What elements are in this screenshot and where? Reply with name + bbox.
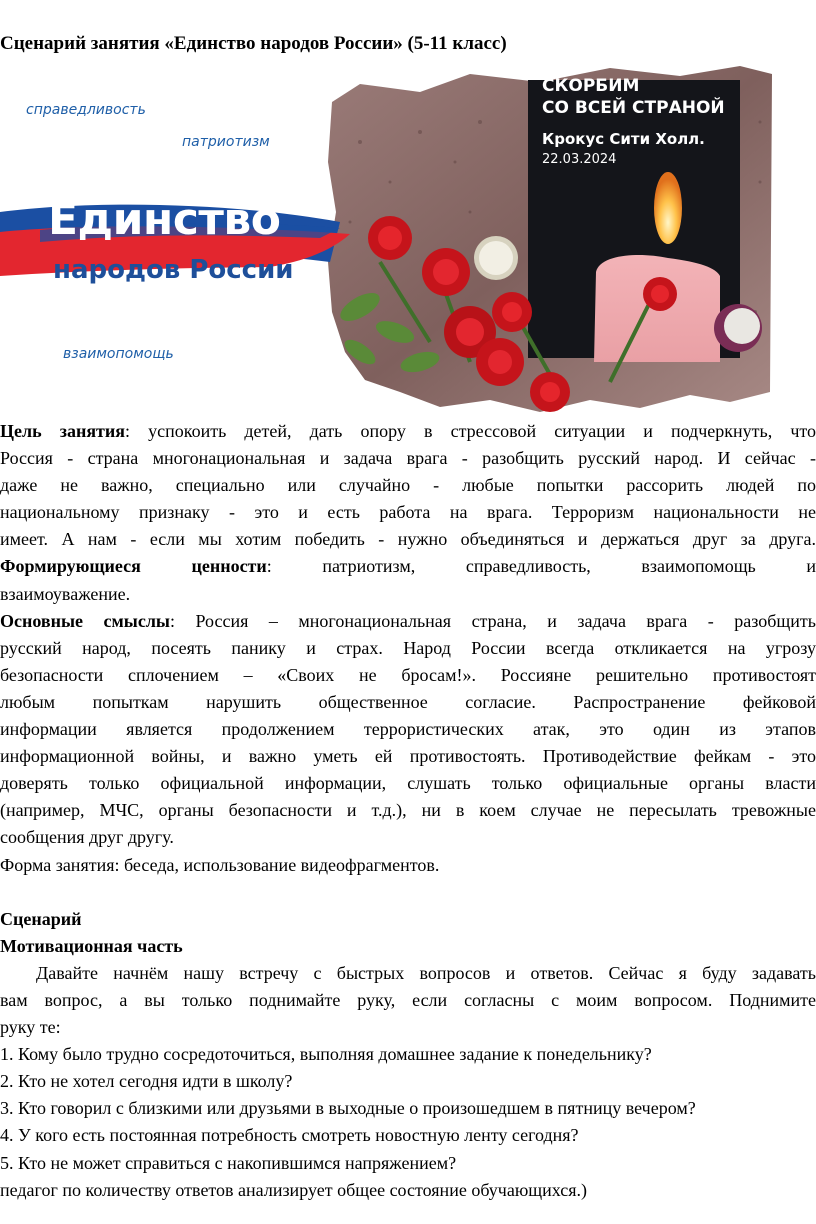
goal-line: имеет. А нам - если мы хотим победить - нужно объединяться и держаться друг за друга. [0, 529, 816, 550]
placard-line4: 22.03.2024 [542, 152, 617, 167]
values-paragraph-line [0, 553, 816, 580]
values-text: : патриотизм, справедливость, взаимопомощь и [266, 556, 816, 577]
lesson-form: Форма занятия: беседа, использование видеофрагментов. [0, 854, 440, 875]
goal-label: Цель занятия [0, 421, 126, 441]
question-item: 2. Кто не хотел сегодня идти в школу? [0, 1071, 293, 1092]
meanings-line: информационной войны, и важно уметь ей противостоять. Противодействие фейкам - это [0, 746, 816, 767]
intro-line: руку те: [0, 1017, 61, 1038]
placard-line3: Крокус Сити Холл. [542, 130, 705, 148]
keyword-patriotism: патриотизм [182, 134, 270, 150]
closing-note: педагог по количеству ответов анализирует общее состояние обучающихся.) [0, 1179, 588, 1200]
values-label: Формирующиеся ценности [0, 556, 267, 577]
values-line: взаимоуважение. [0, 583, 131, 604]
meanings-paragraph-line [0, 608, 816, 635]
question-item: 3. Кто говорил с близкими или друзьями в выходные о произошедшем в пятницу вечером? [0, 1098, 696, 1119]
intro-line: Давайте начнём нашу встречу с быстрых вопросов и ответов. Сейчас я буду задавать [36, 962, 816, 983]
question-item: 4. У кого есть постоянная потребность смотреть новостную ленту сегодня? [0, 1125, 579, 1146]
meanings-line: любым попыткам нарушить общественное согласие. Распространение фейковой [0, 691, 816, 712]
meanings-line: информации является продолжением террористических атак, это один из этапов [0, 719, 816, 740]
goal-line: национальному признаку - это и есть работа на врага. Терроризм национальности не [0, 502, 816, 523]
keyword-mutual-aid: взаимопомощь [63, 346, 174, 362]
meanings-line: русский народ, посеять панику и страх. Народ России всегда откликается на угрозу [0, 637, 816, 658]
document-body [0, 418, 816, 1204]
meanings-text: : Россия – многонациональная страна, и задача врага - разобщить [169, 610, 816, 631]
goal-paragraph-line [0, 418, 816, 445]
scenario-heading [0, 906, 816, 933]
question-item: 1. Кому было трудно сосредоточиться, выполняя домашнее задание к понедельнику? [0, 1044, 652, 1065]
meanings-line: (например, МЧС, органы безопасности и т.д.), ни в коем случае не пересылать тревожные [0, 800, 816, 821]
scenario-heading-text: Сценарий [0, 908, 82, 929]
goal-line: Россия - страна многонациональная и задача врага - разобщить русский народ. И сейчас - [0, 448, 816, 469]
document-title: Сценарий занятия «Единство народов России» (5-11 класс) [0, 33, 507, 54]
meanings-line: безопасности сплочением – «Своих не бросам!». Россияне решительно противостоят [0, 664, 816, 685]
question-item: 5. Кто не может справиться с накопившимся напряжением? [0, 1152, 457, 1173]
motivation-heading [0, 933, 816, 960]
goal-text: : успокоить детей, дать опору в стрессовой ситуации и подчеркнуть, что [125, 421, 816, 441]
goal-line: даже не важно, специально или случайно - любые попытки рассорить людей по [0, 475, 816, 496]
placard-line1: СКОРБИМ [542, 76, 640, 96]
keyword-justice: справедливость [26, 102, 146, 118]
motivation-heading-text: Мотивационная часть [0, 935, 183, 956]
meanings-label: Основные смыслы [0, 610, 170, 631]
banner-image [0, 62, 816, 417]
intro-line: вам вопрос, а вы только поднимайте руку, если согласны с моим вопросом. Поднимите [0, 989, 816, 1010]
candle-flame [654, 172, 682, 244]
banner-heading-line2: народов России [53, 255, 294, 285]
blank-line [0, 879, 816, 906]
banner-heading-line1: Единство [48, 194, 281, 245]
placard-line2: СО ВСЕЙ СТРАНОЙ [542, 98, 725, 118]
meanings-line: доверять только официальной информации, слушать только официальные органы власти [0, 773, 816, 794]
meanings-line: сообщения друг другу. [0, 827, 174, 848]
